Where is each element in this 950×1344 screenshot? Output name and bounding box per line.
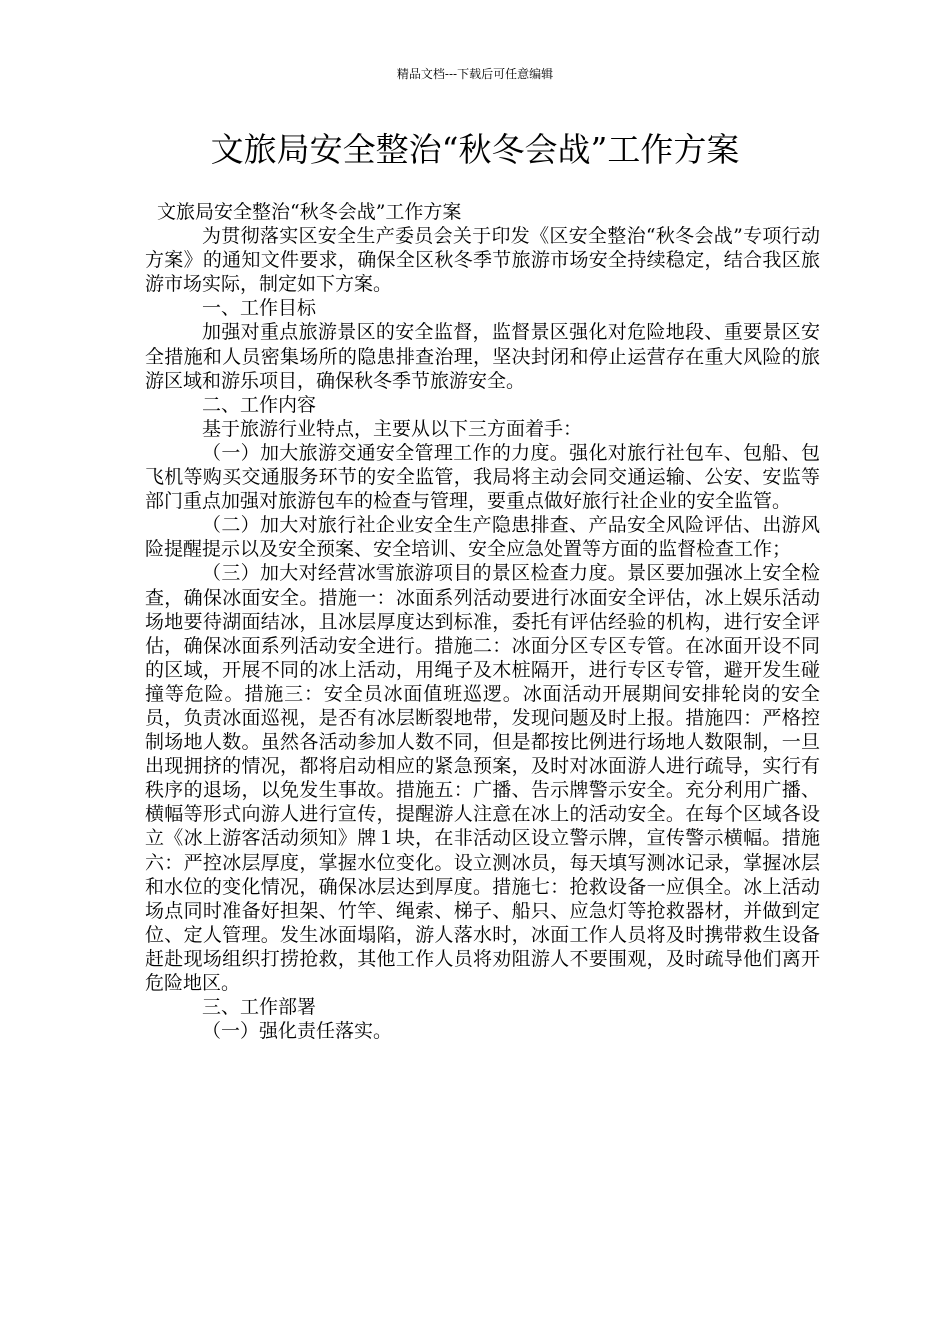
- goals-paragraph: 加强对重点旅游景区的安全监督，监督景区强化对危险地段、重要景区安全措施和人员密集场所的隐患排查治理，坚决封闭和停止运营存在重大风险的旅游区域和游乐项目，确保秋冬季节旅游安全。: [145, 321, 820, 392]
- content-item-2: （二）加大对旅行社企业安全生产隐患排查、产品安全风险评估、出游风险提醒提示以及安全预案、安全培训、安全应急处置等方面的监督检查工作；: [145, 514, 820, 561]
- content-item-3: （三）加大对经营冰雪旅游项目的景区检查力度。景区要加强冰上安全检查，确保冰面安全。措施一：冰面系列活动要进行冰面安全评估，冰上娱乐活动场地要待湖面结冰，且冰层厚度达到标准，委托有评估经验的机构，进行安全评估，确保冰面系列活动安全进行。措施二：冰面分区专区专管。在冰面开设不同的区域，开展不同的冰上活动，用绳子及木桩隔开，进行专区专管，避开发生碰撞等危险。措施三：安全员冰面值班巡逻。冰面活动开展期间安排轮岗的安全员，负责冰面巡视，是否有冰层断裂地带，发现问题及时上报。措施四：严格控制场地人数。虽然各活动参加人数不同，但是都按比例进行场地人数限制，一旦出现拥挤的情况，都将启动相应的紧急预案，及时对冰面游人进行疏导，实行有秩序的退场，以免发生事故。措施五：广播、告示牌警示安全。充分利用广播、横幅等形式向游人进行宣传，提醒游人注意在冰上的活动安全。在每个区域各设立《冰上游客活动须知》牌１块，在非活动区设立警示牌，宣传警示横幅。措施六：严控冰层厚度，掌握水位变化。设立测冰员，每天填写测冰记录，掌握冰层和水位的变化情况，确保冰层达到厚度。措施七：抢救设备一应俱全。冰上活动场点同时准备好担架、竹竿、绳索、梯子、船只、应急灯等抢救器材，并做到定位、定人管理。发生冰面塌陷，游人落水时，冰面工作人员将及时携带救生设备赶赴现场组织打捞抢救，其他工作人员将劝阻游人不要围观，及时疏导他们离开危险地区。: [145, 562, 820, 994]
- subtitle-paragraph: 文旅局安全整治“秋冬会战”工作方案: [157, 201, 462, 223]
- section-heading-deployment: 三、工作部署: [202, 996, 317, 1019]
- content-item-1: （一）加大旅游交通安全管理工作的力度。强化对旅行社包车、包船、包飞机等购买交通服务环节的安全监管，我局将主动会同交通运输、公安、安监等部门重点加强对旅游包车的检查与管理，要重点做好旅行社企业的安全监管。: [145, 441, 820, 513]
- page-header: 精品文档---下载后可任意编辑: [396, 67, 554, 81]
- content-lead-paragraph: 基于旅游行业特点，主要从以下三方面着手：: [202, 417, 583, 440]
- document-body: [145, 200, 820, 1043]
- section-heading-content: 二、工作内容: [202, 393, 317, 416]
- document-title: 文旅局安全整治“秋冬会战”工作方案: [210, 130, 740, 169]
- intro-paragraph: 为贯彻落实区安全生产委员会关于印发《区安全整治“秋冬会战”专项行动方案》的通知文件要求，确保全区秋冬季节旅游市场安全持续稳定，结合我区旅游市场实际，制定如下方案。: [145, 225, 820, 296]
- deployment-item-1: （一）强化责任落实。: [202, 1020, 393, 1043]
- section-heading-goals: 一、工作目标: [202, 297, 317, 320]
